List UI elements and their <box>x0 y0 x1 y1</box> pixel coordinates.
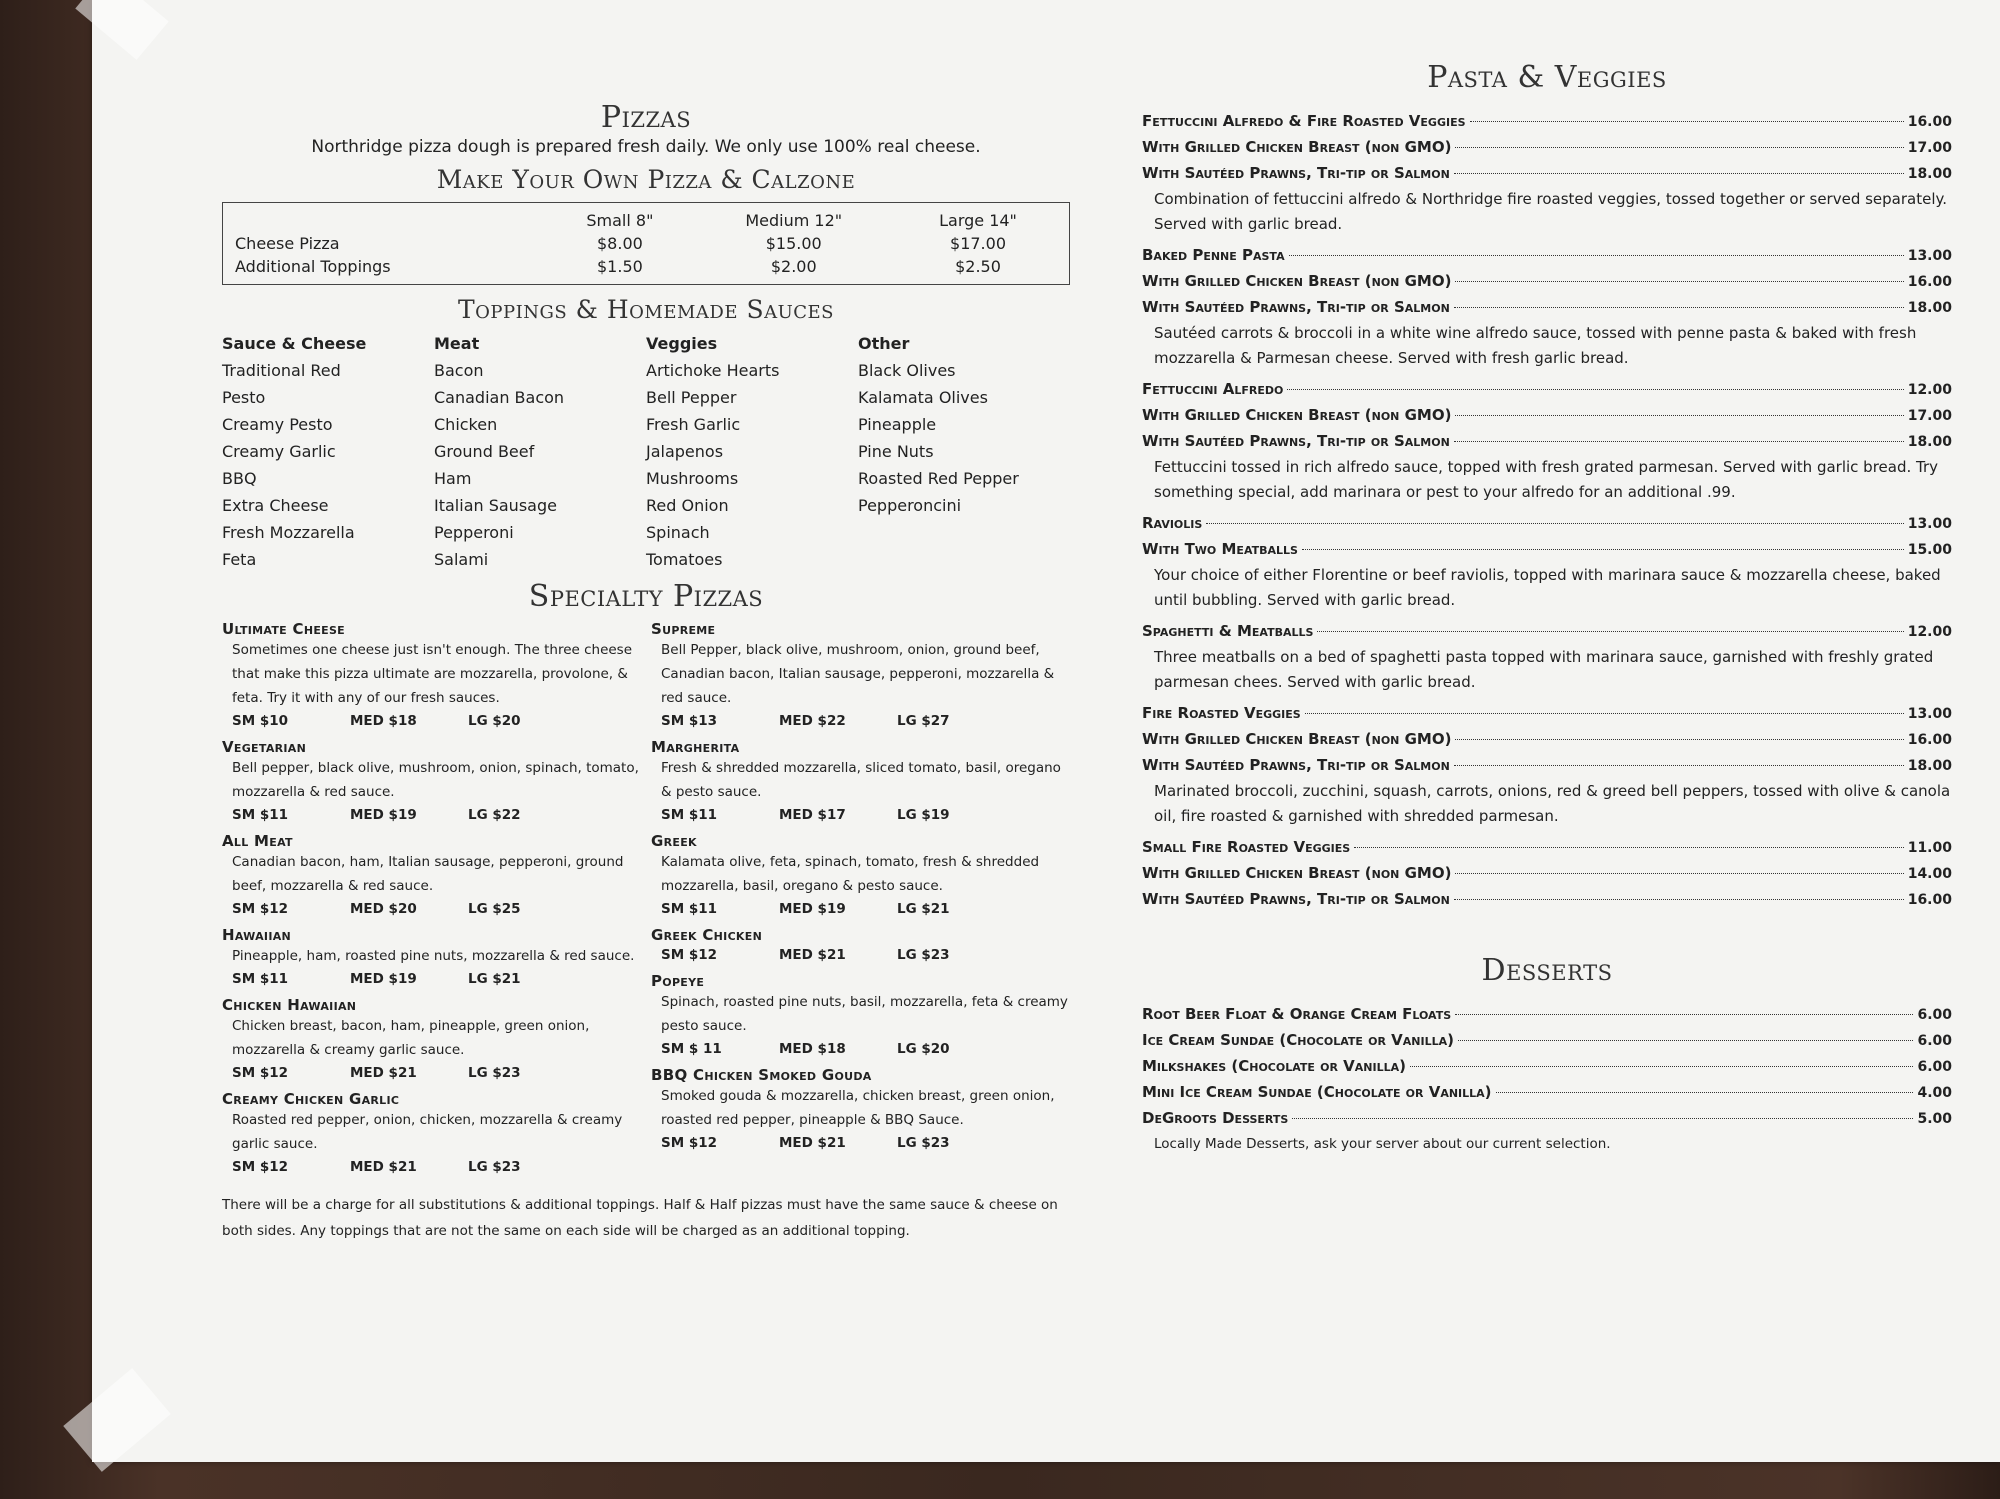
pizzas-title: Pizzas <box>600 100 692 135</box>
topping-item: Pepperoni <box>434 523 514 542</box>
specialty-pizza <box>651 620 1070 732</box>
specialty-pizza-prices <box>651 1132 1070 1154</box>
item-price: 6.00 <box>1917 1059 1952 1075</box>
item-price: 13.00 <box>1907 706 1952 722</box>
item-price: 18.00 <box>1907 166 1952 182</box>
item-price: 11.00 <box>1907 840 1952 856</box>
menu-line <box>1142 701 1952 727</box>
item-name: With Sautéed Prawns, Tri-tip or Salmon <box>1142 432 1450 450</box>
topping-item: Red Onion <box>646 496 729 515</box>
item-description: Your choice of either Florentine or beef raviolis, topped with marinara sauce & mozzarella cheese, baked until bubbling. Served with garlic bread. <box>1154 566 1941 609</box>
dot-leader <box>1454 307 1904 308</box>
toppings-column <box>646 330 858 573</box>
pasta-group <box>1142 619 1952 695</box>
specialty-grid <box>222 620 1070 1184</box>
specialty-pizza <box>651 738 1070 826</box>
price-sm: SM $12 <box>232 1159 289 1175</box>
item-price: 12.00 <box>1907 624 1952 640</box>
price-med: MED $19 <box>350 971 417 987</box>
pasta-group <box>1142 701 1952 829</box>
dot-leader <box>1305 713 1904 714</box>
dot-leader <box>1455 739 1903 740</box>
pizzas-section <box>222 100 1070 1244</box>
item-description: Three meatballs on a bed of spaghetti pasta topped with marinara sauce, garnished with freshly grated parmesan chees. Served with garlic bread. <box>1154 648 1934 691</box>
price-med: MED $18 <box>779 1041 846 1057</box>
price-lg: LG $23 <box>897 1135 950 1151</box>
item-price: 18.00 <box>1907 300 1952 316</box>
specialty-pizza-prices <box>651 944 1070 966</box>
price-lg: LG $21 <box>897 901 950 917</box>
specialty-pizza-prices <box>651 804 1070 826</box>
specialty-pizza <box>222 832 641 920</box>
menu-line <box>1142 727 1952 753</box>
dot-leader <box>1470 121 1904 122</box>
topping-item: Chicken <box>434 415 498 434</box>
price-lg: LG $23 <box>897 947 950 963</box>
specialty-pizza-desc: Bell pepper, black olive, mushroom, onion, spinach, tomato, mozzarella & red sauce. <box>232 760 639 800</box>
item-name: Mini Ice Cream Sundae (Chocolate or Vanilla) <box>1142 1083 1492 1101</box>
price-med: MED $21 <box>350 1159 417 1175</box>
specialty-pizza-name: All Meat <box>222 832 293 850</box>
specialty-pizza-prices <box>651 710 1070 732</box>
specialty-pizza-name: Greek Chicken <box>651 926 763 944</box>
specialty-pizza <box>651 832 1070 920</box>
specialty-pizza-desc: Kalamata olive, feta, spinach, tomato, fresh & shredded mozzarella, basil, oregano & pesto sauce. <box>661 854 1040 894</box>
topping-item: Italian Sausage <box>434 496 557 515</box>
topping-item: Creamy Pesto <box>222 415 333 434</box>
specialty-pizza-name: Greek <box>651 832 697 850</box>
specialty-pizza-prices <box>222 1156 641 1178</box>
specialty-pizza-name: Popeye <box>651 972 705 990</box>
price-cell: $2.00 <box>770 257 817 276</box>
specialty-pizza-prices <box>222 710 641 732</box>
substitution-note: There will be a charge for all substitutions & additional toppings. Half & Half pizzas must have the same sauce & cheese on both sides. Any toppings that are not the same on each side will be charged as an additional topping. <box>222 1197 1058 1239</box>
specialty-pizza-desc: Canadian bacon, ham, Italian sausage, pepperoni, ground beef, mozzarella & red sauce. <box>232 854 624 894</box>
price-cell: $8.00 <box>597 234 643 253</box>
specialty-pizza-desc: Pineapple, ham, roasted pine nuts, mozzarella & red sauce. <box>232 948 635 964</box>
menu-line <box>1142 295 1952 321</box>
topping-item: Black Olives <box>858 361 956 380</box>
item-name: Raviolis <box>1142 514 1203 532</box>
toppings-column-header: Other <box>858 334 910 353</box>
dot-leader <box>1302 549 1904 550</box>
specialty-pizza-desc: Roasted red pepper, onion, chicken, mozzarella & creamy garlic sauce. <box>232 1112 623 1152</box>
toppings-grid <box>222 330 1070 573</box>
item-name: Fettuccini Alfredo <box>1142 380 1284 398</box>
specialty-pizza <box>651 926 1070 966</box>
dot-leader <box>1206 523 1903 524</box>
toppings-column-header: Sauce & Cheese <box>222 334 367 353</box>
specialty-pizza <box>651 1066 1070 1154</box>
price-sm: SM $13 <box>661 713 718 729</box>
topping-item: Pepperoncini <box>858 496 962 515</box>
topping-item: Spinach <box>646 523 710 542</box>
price-sm: SM $12 <box>232 901 289 917</box>
menu-line <box>1142 511 1952 537</box>
price-lg: LG $20 <box>897 1041 950 1057</box>
topping-item: Tomatoes <box>646 550 723 569</box>
item-name: Root Beer Float & Orange Cream Floats <box>1142 1005 1452 1023</box>
price-cell: $15.00 <box>765 234 822 253</box>
specialty-pizza <box>222 926 641 990</box>
item-name: DeGroots Desserts <box>1142 1109 1289 1127</box>
specialty-pizza <box>222 996 641 1084</box>
topping-item: Salami <box>434 550 489 569</box>
topping-item: Ham <box>434 469 472 488</box>
size-price-table <box>222 202 1070 285</box>
specialty-pizza-desc: Bell Pepper, black olive, mushroom, onion, ground beef, Canadian bacon, Italian sausage, pepperoni, mozzarella & red sauce. <box>661 642 1055 706</box>
price-med: MED $17 <box>779 807 846 823</box>
topping-item: Extra Cheese <box>222 496 329 515</box>
price-med: MED $21 <box>350 1065 417 1081</box>
toppings-column <box>222 330 434 573</box>
pasta-section <box>1142 60 1952 1163</box>
dot-leader <box>1455 281 1903 282</box>
item-name: With Grilled Chicken Breast (non GMO) <box>1142 864 1452 882</box>
topping-item: Artichoke Hearts <box>646 361 780 380</box>
dot-leader <box>1292 1118 1913 1119</box>
price-cell: $1.50 <box>597 257 643 276</box>
specialty-pizza-prices <box>651 1038 1070 1060</box>
item-price: 18.00 <box>1907 758 1952 774</box>
topping-item: Canadian Bacon <box>434 388 565 407</box>
item-name: Ice Cream Sundae (Chocolate or Vanilla) <box>1142 1031 1454 1049</box>
topping-item: Kalamata Olives <box>858 388 988 407</box>
menu-line <box>1142 243 1952 269</box>
pizzas-intro: Northridge pizza dough is prepared fresh daily. We only use 100% real cheese. <box>311 137 981 157</box>
topping-item: Traditional Red <box>222 361 341 380</box>
price-sm: SM $11 <box>661 807 718 823</box>
dot-leader <box>1454 899 1904 900</box>
item-price: 12.00 <box>1907 382 1952 398</box>
item-name: With Grilled Chicken Breast (non GMO) <box>1142 138 1452 156</box>
menu-line <box>1142 537 1952 563</box>
toppings-column <box>434 330 646 573</box>
item-price: 5.00 <box>1917 1111 1952 1127</box>
topping-item: Roasted Red Pepper <box>858 469 1019 488</box>
dot-leader <box>1289 255 1904 256</box>
dot-leader <box>1455 147 1903 148</box>
pasta-list <box>1142 109 1952 913</box>
size-header: Small 8" <box>586 211 654 230</box>
item-price: 15.00 <box>1907 542 1952 558</box>
price-cell: $17.00 <box>950 234 1006 253</box>
price-lg: LG $20 <box>468 713 521 729</box>
item-description: Sautéed carrots & broccoli in a white wine alfredo sauce, tossed with penne pasta & baked with fresh mozzarella & Parmesan cheese. Served with fresh garlic bread. <box>1154 324 1917 367</box>
dot-leader <box>1454 441 1904 442</box>
specialty-column-left <box>222 620 641 1184</box>
price-lg: LG $22 <box>468 807 521 823</box>
specialty-pizza-name: Vegetarian <box>222 738 307 756</box>
menu-line <box>1142 429 1952 455</box>
specialty-pizza-desc: Chicken breast, bacon, ham, pineapple, green onion, mozzarella & creamy garlic sauce. <box>232 1018 590 1058</box>
pasta-group <box>1142 835 1952 913</box>
table-row <box>231 255 1061 278</box>
menu-line <box>1142 1080 1952 1106</box>
specialty-pizza-desc: Fresh & shredded mozzarella, sliced tomato, basil, oregano & pesto sauce. <box>661 760 1061 800</box>
menu-line <box>1142 1054 1952 1080</box>
specialty-pizza-name: Margherita <box>651 738 740 756</box>
item-description: Fettuccini tossed in rich alfredo sauce, topped with fresh grated parmesan. Served with garlic bread. Try something special, add marinara or pest to your alfredo for an additional .99. <box>1154 458 1939 501</box>
menu-line <box>1142 109 1952 135</box>
topping-item: Pine Nuts <box>858 442 934 461</box>
row-label: Cheese Pizza <box>235 234 340 253</box>
price-cell: $2.50 <box>955 257 1001 276</box>
menu-line <box>1142 135 1952 161</box>
menu-line <box>1142 1002 1952 1028</box>
dot-leader <box>1458 1040 1913 1041</box>
specialty-pizza-name: Supreme <box>651 620 716 638</box>
item-name: With Grilled Chicken Breast (non GMO) <box>1142 730 1452 748</box>
dot-leader <box>1454 765 1904 766</box>
item-name: With Sautéed Prawns, Tri-tip or Salmon <box>1142 756 1450 774</box>
item-name: With Grilled Chicken Breast (non GMO) <box>1142 406 1452 424</box>
price-med: MED $21 <box>779 1135 846 1151</box>
toppings-title: Toppings & Homemade Sauces <box>458 295 834 324</box>
item-price: 6.00 <box>1917 1007 1952 1023</box>
item-price: 6.00 <box>1917 1033 1952 1049</box>
specialty-pizza-desc: Smoked gouda & mozzarella, chicken breast, green onion, roasted red pepper, pineapple & BBQ Sauce. <box>661 1088 1055 1128</box>
item-price: 16.00 <box>1907 114 1952 130</box>
topping-item: Jalapenos <box>646 442 724 461</box>
menu-sheet <box>92 0 2000 1462</box>
menu-line <box>1142 269 1952 295</box>
price-med: MED $19 <box>779 901 846 917</box>
item-description: Combination of fettuccini alfredo & Northridge fire roasted veggies, tossed together or served separately. Served with garlic bread. <box>1154 190 1948 233</box>
toppings-column-header: Meat <box>434 334 480 353</box>
menu-line <box>1142 835 1952 861</box>
dot-leader <box>1455 415 1903 416</box>
item-description: Marinated broccoli, zucchini, squash, carrots, onions, red & greed bell peppers, tossed with olive & canola oil, fire roasted & garnished with shredded parmesan. <box>1154 782 1951 825</box>
dot-leader <box>1455 873 1903 874</box>
menu-line <box>1142 753 1952 779</box>
menu-line <box>1142 403 1952 429</box>
dot-leader <box>1496 1092 1914 1093</box>
specialty-title: Specialty Pizzas <box>528 579 764 614</box>
item-price: 16.00 <box>1907 892 1952 908</box>
item-name: Milkshakes (Chocolate or Vanilla) <box>1142 1057 1406 1075</box>
specialty-pizza <box>651 972 1070 1060</box>
topping-item: Mushrooms <box>646 469 739 488</box>
item-name: Small Fire Roasted Veggies <box>1142 838 1351 856</box>
price-sm: SM $12 <box>661 947 718 963</box>
item-price: 16.00 <box>1907 732 1952 748</box>
price-sm: SM $11 <box>232 807 289 823</box>
price-med: MED $19 <box>350 807 417 823</box>
item-price: 17.00 <box>1907 140 1952 156</box>
menu-line <box>1142 1106 1952 1132</box>
make-your-own-title: Make Your Own Pizza & Calzone <box>436 165 856 194</box>
price-lg: LG $19 <box>897 807 950 823</box>
menu-line <box>1142 619 1952 645</box>
topping-item: BBQ <box>222 469 257 488</box>
specialty-pizza <box>222 738 641 826</box>
topping-item: Pesto <box>222 388 266 407</box>
specialty-pizza <box>222 1090 641 1178</box>
specialty-pizza-prices <box>222 968 641 990</box>
price-lg: LG $21 <box>468 971 521 987</box>
toppings-column-header: Veggies <box>646 334 718 353</box>
specialty-pizza-name: Chicken Hawaiian <box>222 996 357 1014</box>
topping-item: Fresh Garlic <box>646 415 741 434</box>
price-lg: LG $23 <box>468 1065 521 1081</box>
menu-line <box>1142 861 1952 887</box>
price-lg: LG $27 <box>897 713 950 729</box>
item-price: 16.00 <box>1907 274 1952 290</box>
price-sm: SM $11 <box>232 971 289 987</box>
dot-leader <box>1287 389 1903 390</box>
desserts-title: Desserts <box>1481 953 1613 988</box>
menu-line <box>1142 161 1952 187</box>
pasta-title: Pasta & Veggies <box>1427 60 1667 95</box>
topping-item: Pineapple <box>858 415 937 434</box>
item-name: With Sautéed Prawns, Tri-tip or Salmon <box>1142 164 1450 182</box>
specialty-pizza-desc: Sometimes one cheese just isn't enough. The three cheese that make this pizza ultimate are mozzarella, provolone, & feta. Try it with any of our fresh sauces. <box>232 642 633 706</box>
item-name: With Sautéed Prawns, Tri-tip or Salmon <box>1142 298 1450 316</box>
price-med: MED $21 <box>779 947 846 963</box>
price-sm: SM $10 <box>232 713 289 729</box>
specialty-pizza-desc: Spinach, roasted pine nuts, basil, mozzarella, feta & creamy pesto sauce. <box>661 994 1068 1034</box>
item-price: 14.00 <box>1907 866 1952 882</box>
price-sm: SM $12 <box>232 1065 289 1081</box>
specialty-pizza <box>222 620 641 732</box>
pasta-group <box>1142 109 1952 237</box>
specialty-pizza-name: Ultimate Cheese <box>222 620 345 638</box>
item-name: With Sautéed Prawns, Tri-tip or Salmon <box>1142 890 1450 908</box>
price-med: MED $20 <box>350 901 417 917</box>
size-header: Large 14" <box>939 211 1017 230</box>
topping-item: Bell Pepper <box>646 388 737 407</box>
specialty-pizza-prices <box>651 898 1070 920</box>
topping-item: Creamy Garlic <box>222 442 336 461</box>
desserts-note: Locally Made Desserts, ask your server about our current selection. <box>1154 1136 1611 1152</box>
item-name: Spaghetti & Meatballs <box>1142 622 1314 640</box>
dot-leader <box>1410 1066 1913 1067</box>
item-name: Baked Penne Pasta <box>1142 246 1285 264</box>
topping-item: Fresh Mozzarella <box>222 523 355 542</box>
topping-item: Feta <box>222 550 257 569</box>
specialty-pizza-prices <box>222 1062 641 1084</box>
specialty-column-right <box>651 620 1070 1184</box>
table-row <box>231 232 1061 255</box>
dot-leader <box>1354 847 1904 848</box>
pasta-group <box>1142 243 1952 371</box>
dot-leader <box>1317 631 1903 632</box>
desserts-list <box>1142 1002 1952 1132</box>
menu-line <box>1142 377 1952 403</box>
item-name: With Grilled Chicken Breast (non GMO) <box>1142 272 1452 290</box>
specialty-pizza-name: Creamy Chicken Garlic <box>222 1090 400 1108</box>
topping-item: Bacon <box>434 361 484 380</box>
topping-item: Ground Beef <box>434 442 535 461</box>
row-label: Additional Toppings <box>235 257 391 276</box>
item-name: Fire Roasted Veggies <box>1142 704 1301 722</box>
item-price: 13.00 <box>1907 248 1952 264</box>
price-sm: SM $ 11 <box>661 1041 722 1057</box>
specialty-pizza-prices <box>222 898 641 920</box>
price-sm: SM $12 <box>661 1135 718 1151</box>
size-header: Medium 12" <box>745 211 843 230</box>
specialty-pizza-name: BBQ Chicken Smoked Gouda <box>651 1066 872 1084</box>
item-price: 18.00 <box>1907 434 1952 450</box>
pasta-group <box>1142 511 1952 613</box>
item-name: With Two Meatballs <box>1142 540 1298 558</box>
pasta-group <box>1142 377 1952 505</box>
price-lg: LG $25 <box>468 901 521 917</box>
price-med: MED $22 <box>779 713 846 729</box>
item-name: Fettuccini Alfredo & Fire Roasted Veggies <box>1142 112 1466 130</box>
specialty-pizza-prices <box>222 804 641 826</box>
dot-leader <box>1455 1014 1913 1015</box>
menu-line <box>1142 1028 1952 1054</box>
price-lg: LG $23 <box>468 1159 521 1175</box>
item-price: 17.00 <box>1907 408 1952 424</box>
item-price: 13.00 <box>1907 516 1952 532</box>
toppings-column <box>858 330 1070 573</box>
dot-leader <box>1454 173 1904 174</box>
price-sm: SM $11 <box>661 901 718 917</box>
menu-line <box>1142 887 1952 913</box>
specialty-pizza-name: Hawaiian <box>222 926 292 944</box>
item-price: 4.00 <box>1917 1085 1952 1101</box>
price-med: MED $18 <box>350 713 417 729</box>
